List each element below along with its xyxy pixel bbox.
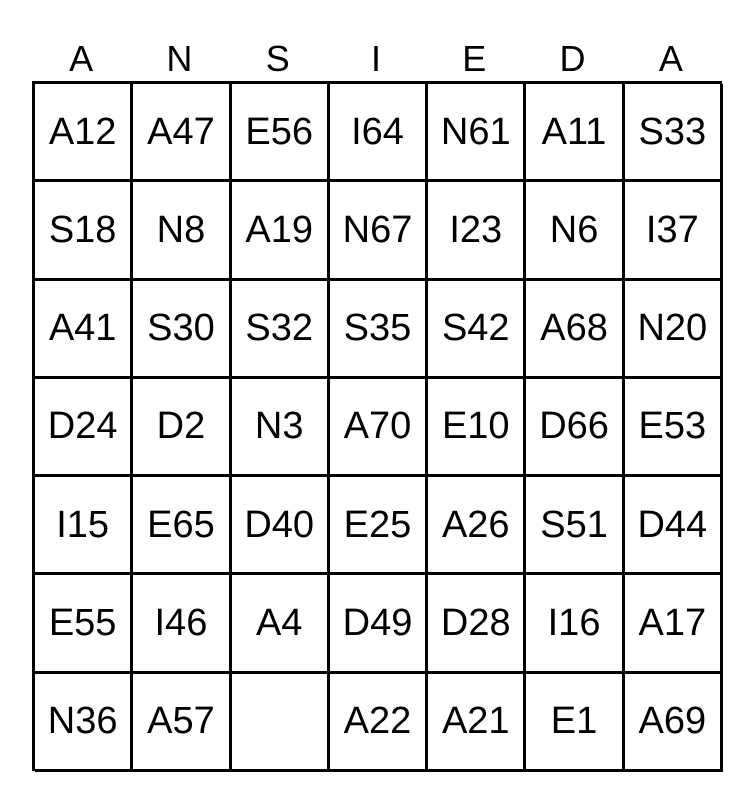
header-letter: A <box>69 37 94 79</box>
header-row <box>32 36 722 81</box>
grid-cell: E25 <box>330 477 428 575</box>
grid-cell: S51 <box>526 477 624 575</box>
header-letter: S <box>265 37 290 79</box>
grid-cell: E1 <box>526 674 624 772</box>
grid-cell: S42 <box>428 281 526 379</box>
grid-cell: A57 <box>133 674 231 772</box>
grid-cell: N3 <box>232 379 330 477</box>
grid-cell: A69 <box>625 674 723 772</box>
grid-cell: D24 <box>35 379 133 477</box>
grid-cell: A19 <box>232 182 330 280</box>
grid-cell: A4 <box>232 575 330 673</box>
header-letter: D <box>559 37 586 79</box>
grid-cell: A12 <box>35 84 133 182</box>
grid-cell: A26 <box>428 477 526 575</box>
grid-cell: N67 <box>330 182 428 280</box>
grid-cell: S33 <box>625 84 723 182</box>
grid-cell: A47 <box>133 84 231 182</box>
grid-cell: E55 <box>35 575 133 673</box>
grid-cell: D2 <box>133 379 231 477</box>
grid-cell: D44 <box>625 477 723 575</box>
grid-cell: S30 <box>133 281 231 379</box>
grid-cell: I16 <box>526 575 624 673</box>
header-letter: N <box>166 37 193 79</box>
header-letter: I <box>370 37 381 79</box>
grid-cell: I15 <box>35 477 133 575</box>
grid-cell: D28 <box>428 575 526 673</box>
grid-cell: N20 <box>625 281 723 379</box>
grid-cell: N8 <box>133 182 231 280</box>
grid-cell: S32 <box>232 281 330 379</box>
grid-cell: E53 <box>625 379 723 477</box>
header-letter: A <box>658 37 683 79</box>
grid-cell: I37 <box>625 182 723 280</box>
grid-cell: N6 <box>526 182 624 280</box>
bingo-grid <box>32 81 722 771</box>
grid-cell: D66 <box>526 379 624 477</box>
grid-cell: I46 <box>133 575 231 673</box>
grid-cell: D49 <box>330 575 428 673</box>
grid-cell: N36 <box>35 674 133 772</box>
grid-cell: A11 <box>526 84 624 182</box>
grid-cell: E56 <box>232 84 330 182</box>
grid-cell: N61 <box>428 84 526 182</box>
grid-cell: A41 <box>35 281 133 379</box>
grid-cell <box>232 674 330 772</box>
grid-cell: A22 <box>330 674 428 772</box>
grid-cell: I64 <box>330 84 428 182</box>
grid-cell: S35 <box>330 281 428 379</box>
grid-cell: A17 <box>625 575 723 673</box>
grid-cell: A21 <box>428 674 526 772</box>
grid-cell: I23 <box>428 182 526 280</box>
bingo-card <box>32 36 722 771</box>
grid-cell: S18 <box>35 182 133 280</box>
grid-cell: E10 <box>428 379 526 477</box>
header-letter: E <box>462 37 487 79</box>
grid-cell: A68 <box>526 281 624 379</box>
grid-cell: D40 <box>232 477 330 575</box>
grid-cell: A70 <box>330 379 428 477</box>
grid-cell: E65 <box>133 477 231 575</box>
